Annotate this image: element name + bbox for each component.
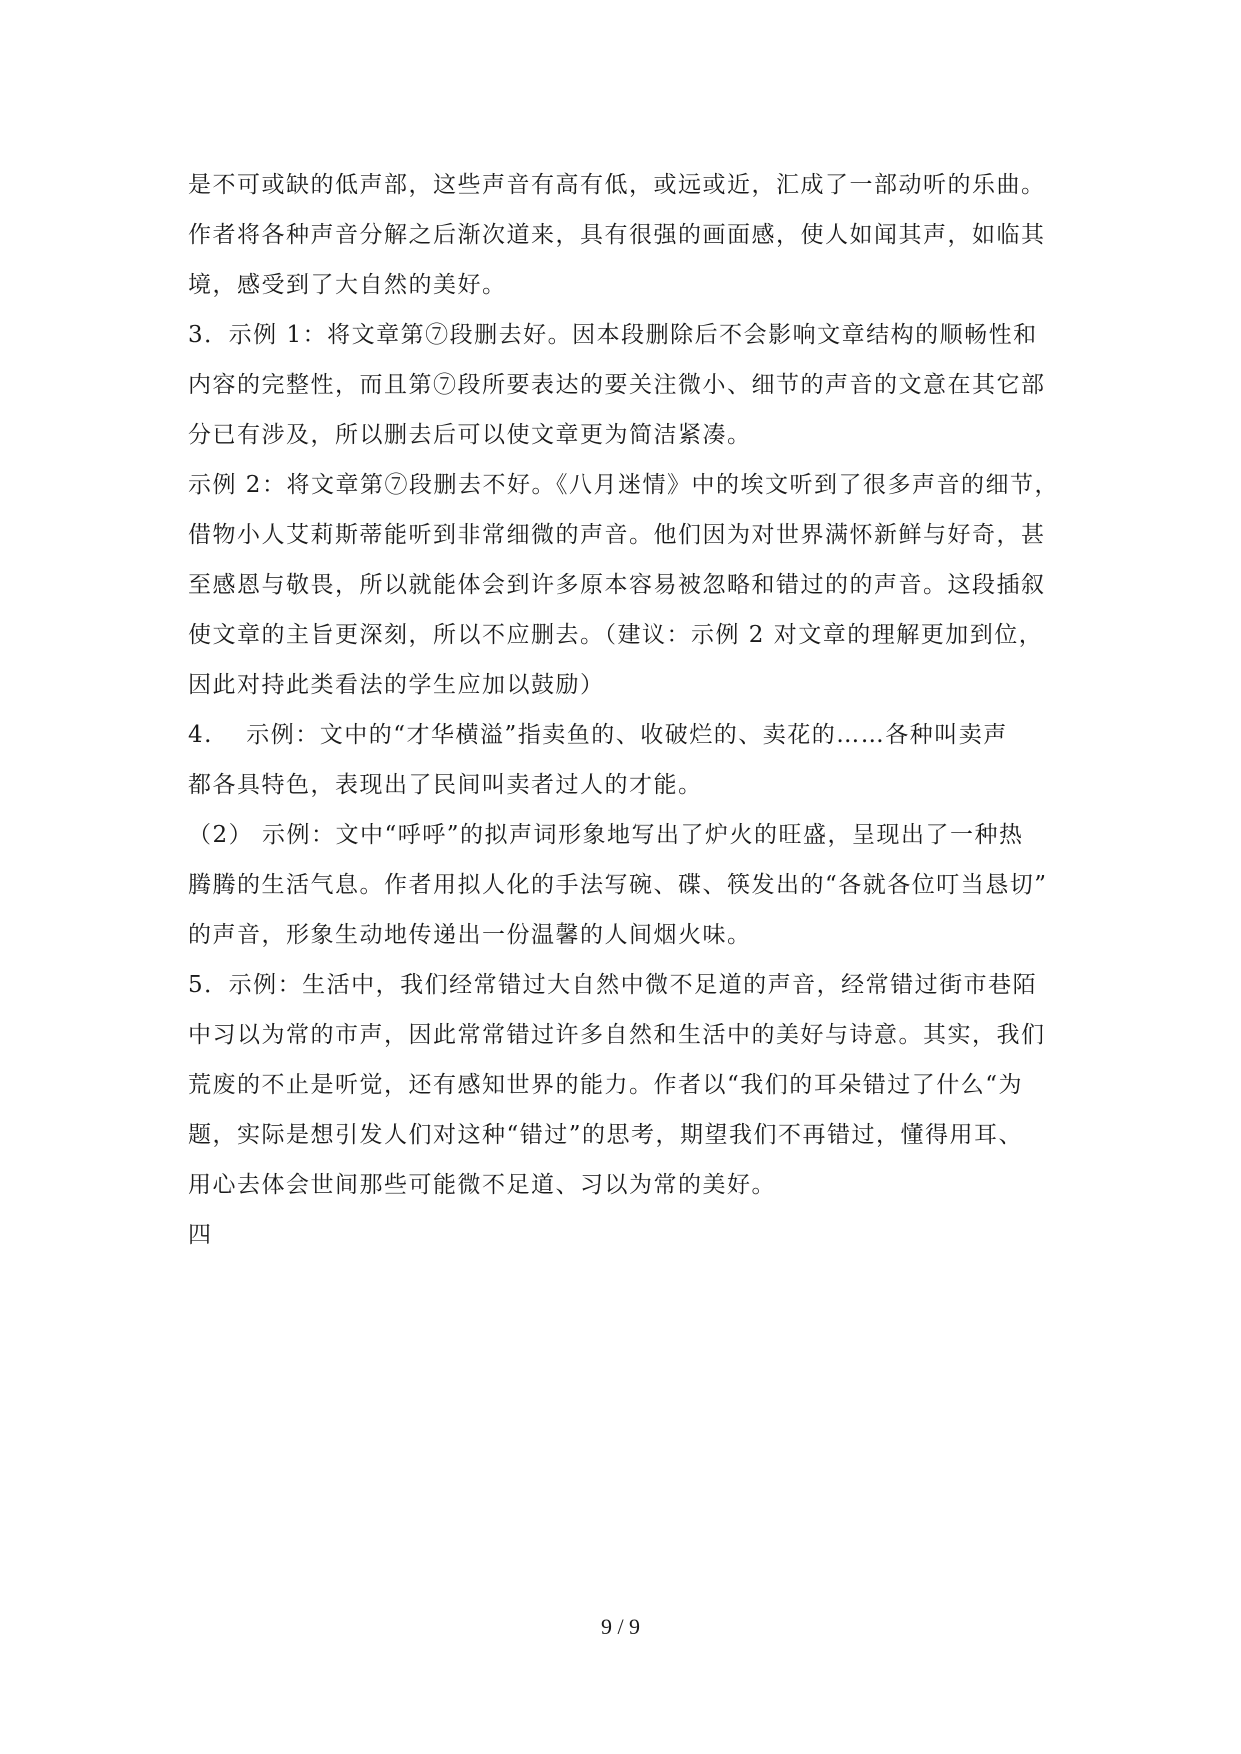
text-line: 示例 2：将文章第⑦段删去不好。《八月迷情》中的埃文听到了很多声音的细节，	[188, 472, 1059, 498]
text-line: 至感恩与敬畏，所以就能体会到许多原本容易被忽略和错过的的声音。这段插叙	[188, 572, 1046, 598]
text-line: 的声音，形象生动地传递出一份温馨的人间烟火味。	[188, 922, 752, 948]
text-line: 作者将各种声音分解之后渐次道来，具有很强的画面感，使人如闻其声，如临其	[188, 222, 1046, 248]
page-number: 9 / 9	[600, 1614, 641, 1639]
text-line: 3．示例 1：将文章第⑦段删去好。因本段删除后不会影响文章结构的顺畅性和	[188, 322, 1038, 348]
text-line: 是不可或缺的低声部，这些声音有高有低，或远或近，汇成了一部动听的乐曲。	[188, 172, 1046, 198]
section-heading: 四	[188, 1222, 213, 1248]
text-line: 荒废的不止是听觉，还有感知世界的能力。作者以“我们的耳朵错过了什么“为	[188, 1072, 1024, 1098]
text-line: 因此对持此类看法的学生应加以鼓励）	[188, 672, 605, 698]
text-line: （2） 示例：文中“呼呼”的拟声词形象地写出了炉火的旺盛，呈现出了一种热	[188, 822, 1024, 848]
text-line: 分已有涉及，所以删去后可以使文章更为简洁紧凑。	[188, 422, 752, 448]
text-line: 4. 示例：文中的“才华横溢”指卖鱼的、收破烂的、卖花的……各种叫卖声	[188, 722, 1008, 748]
text-line: 用心去体会世间那些可能微不足道、习以为常的美好。	[188, 1172, 776, 1198]
document-body	[188, 160, 1059, 1260]
text-line: 都各具特色，表现出了民间叫卖者过人的才能。	[188, 772, 703, 798]
text-line: 5．示例：生活中，我们经常错过大自然中微不足道的声音，经常错过街市巷陌	[188, 972, 1038, 998]
text-line: 题，实际是想引发人们对这种“错过”的思考，期望我们不再错过，懂得用耳、	[188, 1122, 1024, 1148]
text-line: 境，感受到了大自然的美好。	[188, 272, 507, 298]
text-line: 内容的完整性，而且第⑦段所要表达的要关注微小、细节的声音的文意在其它部	[188, 372, 1046, 398]
text-line: 中习以为常的市声，因此常常错过许多自然和生活中的美好与诗意。其实，我们	[188, 1022, 1046, 1048]
text-line: 使文章的主旨更深刻，所以不应删去。（建议：示例 2 对文章的理解更加到位，	[188, 622, 1044, 648]
text-line: 腾腾的生活气息。作者用拟人化的手法写碗、碟、筷发出的“各就各位叮当恳切”	[188, 872, 1048, 898]
text-line: 借物小人艾莉斯蒂能听到非常细微的声音。他们因为对世界满怀新鲜与好奇，甚	[188, 522, 1046, 548]
